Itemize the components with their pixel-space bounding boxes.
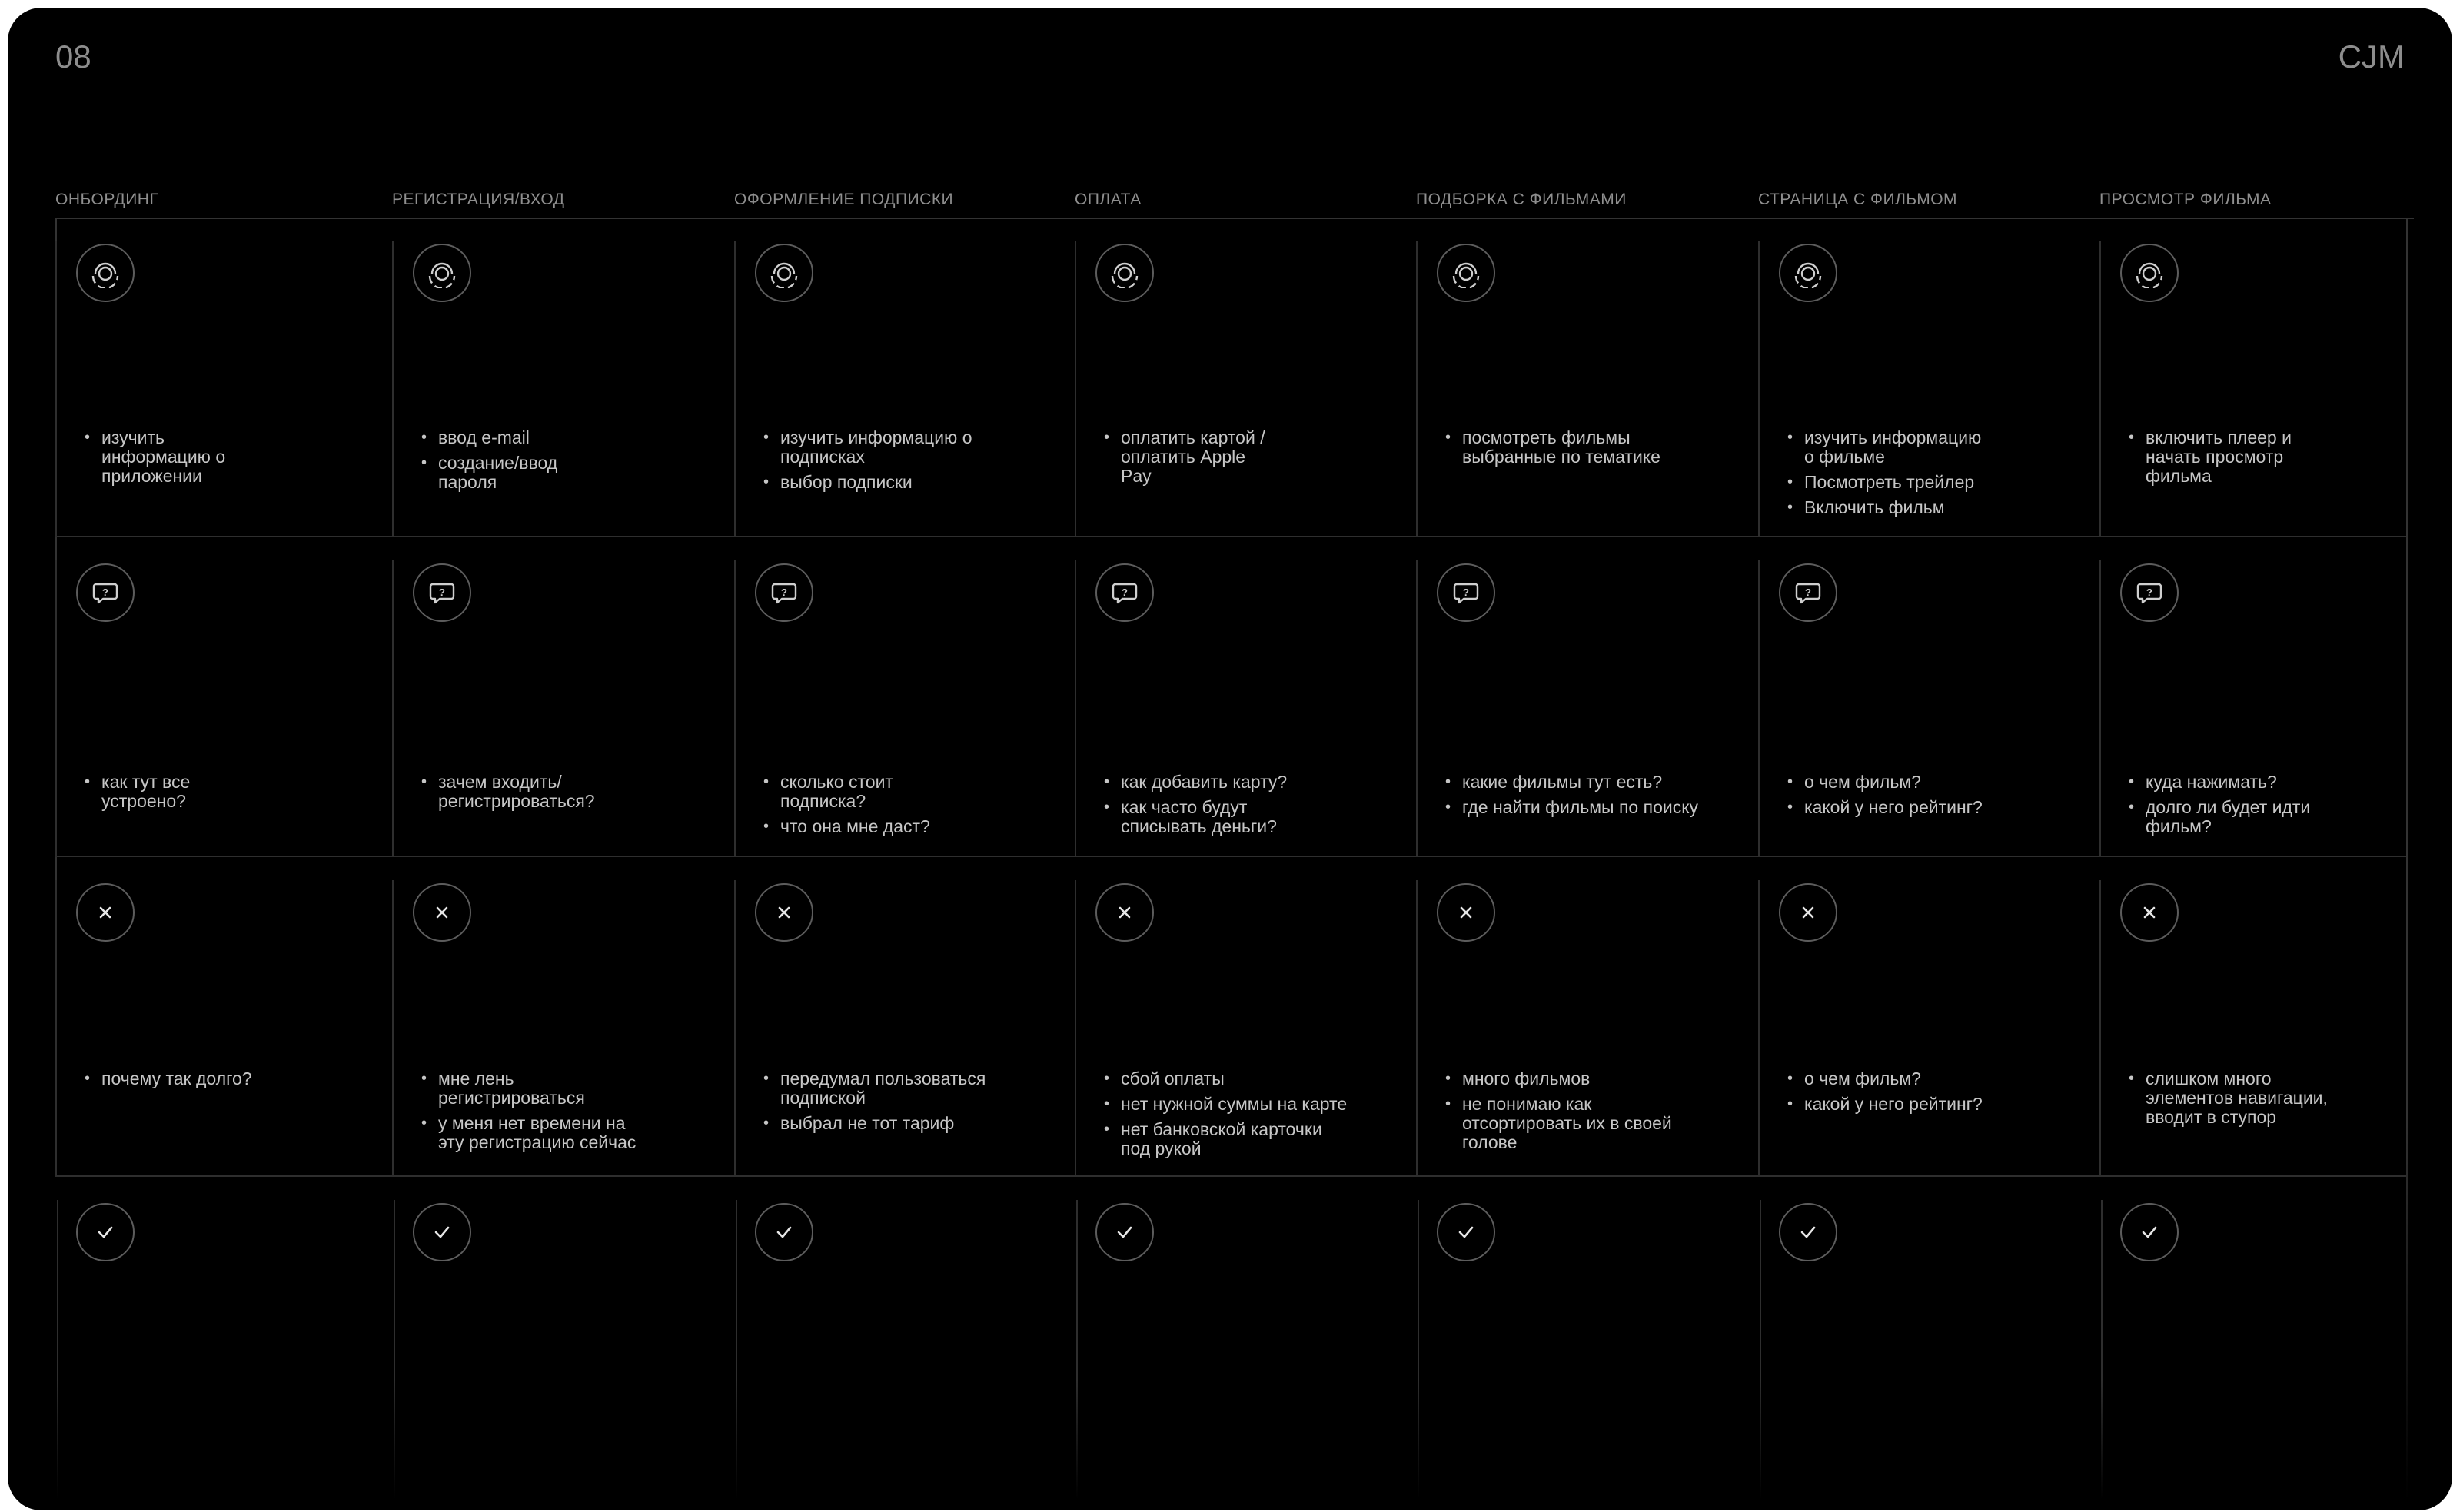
cell-goals <box>392 218 734 537</box>
list-item: • оплатить картой / оплатить Apple Pay <box>1104 428 1398 486</box>
target-icon <box>413 244 471 302</box>
checkmark-icon <box>1095 1203 1154 1261</box>
questions-list <box>1445 773 1740 823</box>
cell-questions <box>1416 537 1758 857</box>
list-item: • ввод e-mail <box>421 428 716 447</box>
list-item: • что она мне даст? <box>763 817 1056 836</box>
cell-solutions <box>734 1177 1075 1500</box>
column-title: ПРОСМОТР ФИЛЬМА <box>2099 191 2272 208</box>
list-item: • не понимаю как отсортировать их в своей голове <box>1445 1095 1740 1152</box>
grid-right-line <box>2406 218 2408 1501</box>
list-item: • сбой оплаты <box>1104 1069 1398 1088</box>
close-icon <box>755 883 813 942</box>
cell-questions <box>1075 537 1416 857</box>
cell-solutions <box>1758 1177 2099 1500</box>
list-item: • включить плеер и начать просмотр фильма <box>2129 428 2388 486</box>
column-title: ОФОРМЛЕНИЕ ПОДПИСКИ <box>734 191 954 208</box>
goals-list <box>2129 428 2388 492</box>
cell-questions <box>2099 537 2406 857</box>
close-icon <box>413 883 471 942</box>
close-icon <box>76 883 135 942</box>
checkmark-icon <box>413 1203 471 1261</box>
list-item: • как тут все устроено? <box>85 773 374 811</box>
list-item: • нет нужной суммы на карте <box>1104 1095 1398 1114</box>
cell-pains <box>392 857 734 1177</box>
doc-tag: CJM <box>2338 38 2405 75</box>
list-item: • нет банковской карточки под рукой <box>1104 1120 1398 1158</box>
goals-list <box>421 428 716 498</box>
list-item: • создание/ввод пароля <box>421 454 716 492</box>
cell-solutions <box>2099 1177 2406 1500</box>
svg-text:?: ? <box>439 587 445 598</box>
list-item: • о чем фильм? <box>1787 773 2081 792</box>
checkmark-icon <box>1779 1203 1837 1261</box>
list-item: • изучить информацию о приложении <box>85 428 374 486</box>
cell-questions <box>392 537 734 857</box>
target-icon <box>2120 244 2179 302</box>
column-title: ОПЛАТА <box>1075 191 1142 208</box>
pains-list <box>763 1069 1056 1139</box>
list-item: • много фильмов <box>1445 1069 1740 1088</box>
cell-solutions <box>392 1177 734 1500</box>
cell-solutions <box>1416 1177 1758 1500</box>
list-item: • у меня нет времени на эту регистрацию сейчас <box>421 1114 716 1152</box>
list-item: • куда нажимать? <box>2129 773 2388 792</box>
goals-list <box>1445 428 1740 473</box>
cell-goals <box>1075 218 1416 537</box>
list-item: • изучить информацию о фильме <box>1787 428 2081 467</box>
list-item: • как добавить карту? <box>1104 773 1398 792</box>
cell-goals <box>55 218 392 537</box>
question-bubble-icon <box>76 563 135 622</box>
list-item: • Посмотреть трейлер <box>1787 473 2081 492</box>
target-icon <box>76 244 135 302</box>
cell-pains <box>1075 857 1416 1177</box>
pains-list <box>85 1069 374 1095</box>
cell-pains <box>2099 857 2406 1177</box>
list-item: • слишком много элементов навигации, вводит в ступор <box>2129 1069 2388 1127</box>
svg-text:?: ? <box>1122 587 1128 598</box>
checkmark-icon <box>76 1203 135 1261</box>
list-item: • сколько стоит подписка? <box>763 773 1056 811</box>
list-item: • посмотреть фильмы выбранные по тематике <box>1445 428 1740 467</box>
cell-goals <box>2099 218 2406 537</box>
list-item: • Включить фильм <box>1787 498 2081 517</box>
close-icon <box>1095 883 1154 942</box>
list-item: • изучить информацию о подписках <box>763 428 1056 467</box>
cell-goals <box>1416 218 1758 537</box>
pains-list <box>1104 1069 1398 1165</box>
goals-list <box>1104 428 1398 492</box>
svg-text:?: ? <box>1805 587 1811 598</box>
list-item: • почему так долго? <box>85 1069 374 1088</box>
checkmark-icon <box>2120 1203 2179 1261</box>
close-icon <box>1437 883 1495 942</box>
goals-list <box>763 428 1056 498</box>
svg-text:?: ? <box>1463 587 1469 598</box>
question-bubble-icon <box>1779 563 1837 622</box>
cell-questions <box>1758 537 2099 857</box>
questions-list <box>85 773 374 817</box>
goals-list <box>85 428 374 492</box>
list-item: • о чем фильм? <box>1787 1069 2081 1088</box>
question-bubble-icon <box>1095 563 1154 622</box>
list-item: • долго ли будет идти фильм? <box>2129 798 2388 836</box>
cjm-board <box>8 8 2452 1510</box>
question-bubble-icon <box>1437 563 1495 622</box>
questions-list <box>421 773 716 817</box>
column-title: РЕГИСТРАЦИЯ/ВХОД <box>392 191 565 208</box>
close-icon <box>2120 883 2179 942</box>
column-title: СТРАНИЦА С ФИЛЬМОМ <box>1758 191 1958 208</box>
cell-pains <box>1416 857 1758 1177</box>
pains-list <box>421 1069 716 1158</box>
list-item: • зачем входить/ регистрироваться? <box>421 773 716 811</box>
list-item: • мне лень регистрироваться <box>421 1069 716 1108</box>
pains-list <box>1787 1069 2081 1120</box>
target-icon <box>755 244 813 302</box>
questions-list <box>1104 773 1398 842</box>
list-item: • как часто будут списывать деньги? <box>1104 798 1398 836</box>
close-icon <box>1779 883 1837 942</box>
list-item: • выбор подписки <box>763 473 1056 492</box>
cell-solutions <box>55 1177 392 1500</box>
list-item: • какой у него рейтинг? <box>1787 798 2081 817</box>
page-number: 08 <box>55 38 91 75</box>
list-item: • передумал пользоваться подпиской <box>763 1069 1056 1108</box>
cell-pains <box>734 857 1075 1177</box>
list-item: • какие фильмы тут есть? <box>1445 773 1740 792</box>
cell-pains <box>1758 857 2099 1177</box>
list-item: • выбрал не тот тариф <box>763 1114 1056 1133</box>
cell-questions <box>55 537 392 857</box>
questions-list <box>1787 773 2081 823</box>
questions-list <box>2129 773 2388 842</box>
list-item: • какой у него рейтинг? <box>1787 1095 2081 1114</box>
question-bubble-icon <box>2120 563 2179 622</box>
cell-goals <box>734 218 1075 537</box>
target-icon <box>1095 244 1154 302</box>
target-icon <box>1437 244 1495 302</box>
checkmark-icon <box>755 1203 813 1261</box>
list-item: • где найти фильмы по поиску <box>1445 798 1740 817</box>
cell-goals <box>1758 218 2099 537</box>
goals-list <box>1787 428 2081 523</box>
pains-list <box>2129 1069 2388 1133</box>
cell-solutions <box>1075 1177 1416 1500</box>
question-bubble-icon <box>413 563 471 622</box>
pains-list <box>1445 1069 1740 1158</box>
checkmark-icon <box>1437 1203 1495 1261</box>
target-icon <box>1779 244 1837 302</box>
column-title: ПОДБОРКА С ФИЛЬМАМИ <box>1416 191 1627 208</box>
cell-pains <box>55 857 392 1177</box>
svg-text:?: ? <box>102 587 108 598</box>
svg-text:?: ? <box>2146 587 2152 598</box>
question-bubble-icon <box>755 563 813 622</box>
svg-text:?: ? <box>781 587 787 598</box>
cell-questions <box>734 537 1075 857</box>
column-title: ОНБОРДИНГ <box>55 191 159 208</box>
questions-list <box>763 773 1056 842</box>
